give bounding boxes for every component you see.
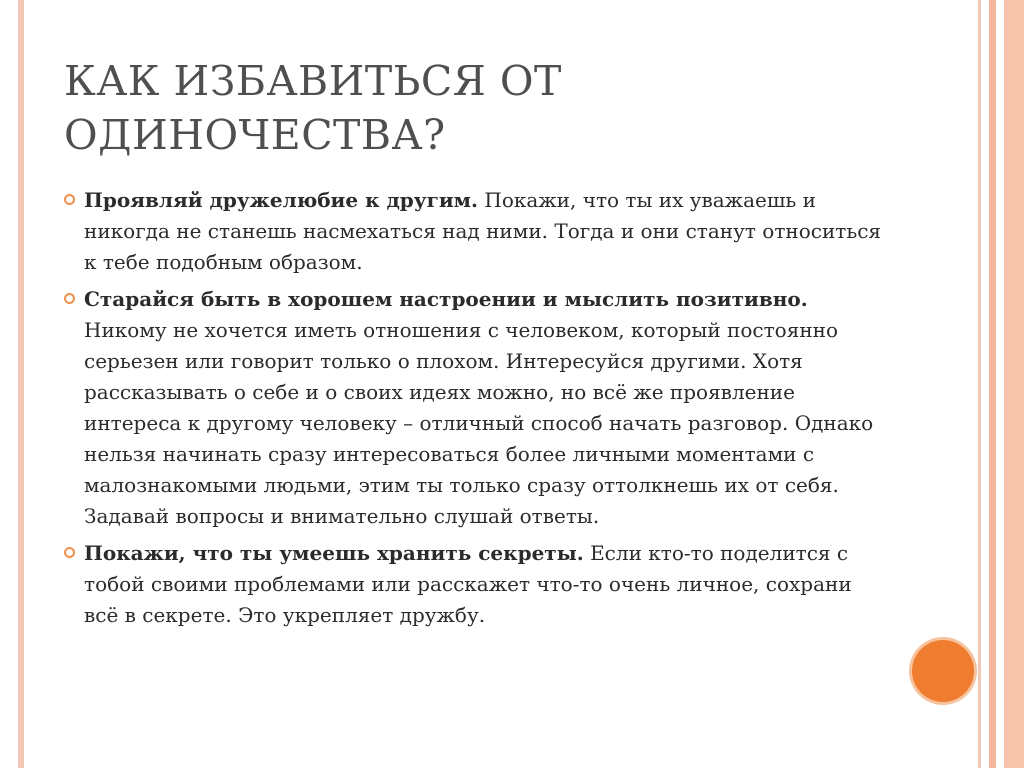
bullet-item [64,284,884,532]
bullet-bold-text: Покажи, что ты умеешь хранить секреты. [84,541,584,565]
bullet-circle-icon [64,293,75,304]
bullet-bold-text: Старайся быть в хорошем настроении и мыслить позитивно. [84,287,808,311]
decorative-orange-circle [912,640,974,702]
right-frame-stripe-medium [989,0,996,768]
bullet-bold-text: Проявляй дружелюбие к другим. [84,188,479,212]
slide-content [64,185,884,637]
slide-title: КАК ИЗБАВИТЬСЯ ОТ ОДИНОЧЕСТВА? [64,57,562,159]
bullet-body-text: Если кто-то поделится с тобой своими проблемами или расскажет что-то очень личное, сохрани всё в секрете. Это укрепляет дружбу. [84,541,852,627]
right-frame-stripe-wide [1004,0,1024,768]
left-frame-stripe [18,0,24,768]
bullet-body-text: Никому не хочется иметь отношения с человеком, который постоянно серьезен или говорит только о плохом. Интересуйся другими. Хотя рассказывать о себе и о своих идеях можно, но всё же проявление интереса к другому человеку – отличный способ начать разговор. Однако нельзя начинать сразу интересоваться более личными моментами с малознакомыми людьми, этим ты только сразу оттолкнешь их от себя. Задавай вопросы и внимательно слушай ответы. [84,318,874,528]
bullet-circle-icon [64,194,75,205]
bullet-body-text: Покажи, что ты их уважаешь и никогда не станешь насмехаться над ними. Тогда и они станут относиться к тебе подобным образом. [84,188,882,274]
bullet-item [64,185,884,278]
right-frame-stripe-thin [978,0,981,768]
bullet-item [64,538,884,631]
bullet-circle-icon [64,547,75,558]
